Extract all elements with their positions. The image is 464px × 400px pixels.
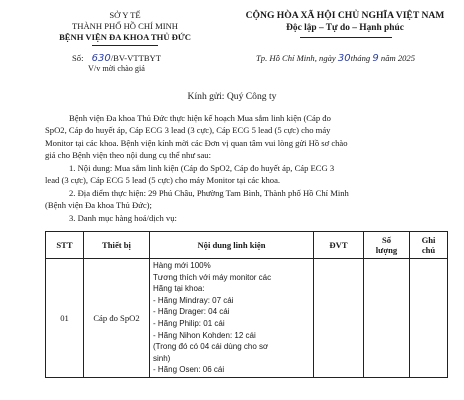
content-line: - Hãng Nihon Kohden: 12 cái: [153, 330, 256, 340]
ministry-name: SỞ Y TẾ: [109, 10, 141, 20]
year-text: năm 2025: [380, 53, 416, 63]
number-suffix: /BV-VTTBYT: [110, 53, 162, 63]
header-note-line1: Ghi: [421, 235, 436, 245]
header-stt: STT: [46, 232, 84, 259]
content-line: Hãng tại khoa:: [153, 284, 205, 294]
content-item-line: lead (3 cực), Cáp ECG 5 lead (5 cực) cho máy Monitor tại các khoa.: [45, 175, 281, 186]
content-line: - Hãng Philip: 01 cái: [153, 318, 225, 328]
location-item: [45, 187, 349, 212]
intro-line: Monitor tại các khoa. Bệnh viện kính mời các Đơn vị quan tâm vui lòng gửi Hồ sơ chào: [45, 137, 348, 148]
content-line: Hàng mới 100%: [153, 261, 211, 270]
republic-title: CỘNG HÒA XÃ HỘI CHỦ NGHĨA VIỆT NAM: [245, 10, 445, 21]
content-line: Tương thích với máy monitor các: [153, 272, 272, 282]
cell-quantity: [364, 259, 410, 378]
table-row: [46, 259, 448, 378]
content-line: - Hãng Osen: 06 cái: [153, 365, 225, 375]
cell-unit: [314, 259, 364, 378]
national-motto: Độc lập – Tự do – Hạnh phúc: [286, 23, 404, 33]
header-content: Nội dung linh kiện: [150, 232, 314, 259]
month-handwritten: 9: [372, 53, 379, 64]
intro-line: Bệnh viện Đa khoa Thủ Đức thực hiện kế hoạch Mua sắm linh kiện (Cáp đo: [69, 113, 331, 123]
header-note: [410, 232, 448, 259]
motto-underline: [300, 37, 392, 38]
header-quantity-line2: lượng: [375, 245, 398, 255]
content-line: - Hãng Mindray: 07 cái: [153, 295, 234, 305]
place-date: [256, 53, 415, 64]
intro-line: SpO2, Cáp đo huyết áp, Cáp ECG 3 lead (3 cực), Cáp ECG 5 lead (5 cực) cho máy: [45, 125, 331, 136]
cell-stt: 01: [46, 259, 84, 378]
hospital-underline: [92, 45, 158, 46]
greeting: Kính gửi: Quý Công ty: [187, 91, 277, 102]
hospital-name: BỆNH VIỆN ĐA KHOA THỦ ĐỨC: [59, 32, 191, 42]
month-word: tháng: [350, 53, 371, 63]
header-unit: ĐVT: [314, 232, 364, 259]
intro-paragraph: [45, 112, 348, 162]
header-quantity: [364, 232, 410, 259]
subject-line: V/v mời chào giá: [88, 64, 145, 73]
day-handwritten: 30: [337, 53, 351, 64]
table-header-row: [46, 232, 448, 259]
city-name: THÀNH PHỐ HỒ CHÍ MINH: [72, 21, 178, 31]
goods-table: [45, 231, 448, 378]
content-line: - Hãng Drager: 04 cái: [153, 307, 230, 317]
location-item-line: 2. Địa điểm thực hiện: 29 Phú Châu, Phường Tam Bình, Thành phố Hồ Chí Minh: [69, 188, 349, 198]
content-line: (Trong đó có 04 cái dùng cho sơ: [153, 342, 269, 352]
header-device: Thiết bị: [84, 232, 150, 259]
cell-note: [410, 259, 448, 378]
goods-list-heading: 3. Danh mục hàng hoá/dịch vụ:: [69, 213, 177, 223]
document-number: [72, 53, 161, 64]
number-prefix: Số:: [72, 53, 84, 63]
header-note-line2: chú: [421, 245, 436, 255]
header-quantity-line1: Số: [381, 235, 392, 245]
date-prefix: Tp. Hồ Chí Minh, ngày: [256, 53, 336, 63]
content-item: [45, 162, 334, 187]
cell-device: Cáp đo SpO2: [84, 259, 150, 378]
intro-line: giá cho Bệnh viện theo nội dung cụ thể như sau:: [45, 150, 211, 161]
content-line: sinh): [153, 353, 171, 363]
location-item-line: (Bệnh viện Đa khoa Thủ Đức);: [45, 200, 152, 211]
content-item-line: 1. Nội dung: Mua sắm linh kiện (Cáp đo SpO2, Cáp đo huyết áp, Cáp ECG 3: [69, 163, 335, 173]
cell-content: [150, 259, 314, 378]
number-handwritten: 630: [91, 53, 111, 64]
